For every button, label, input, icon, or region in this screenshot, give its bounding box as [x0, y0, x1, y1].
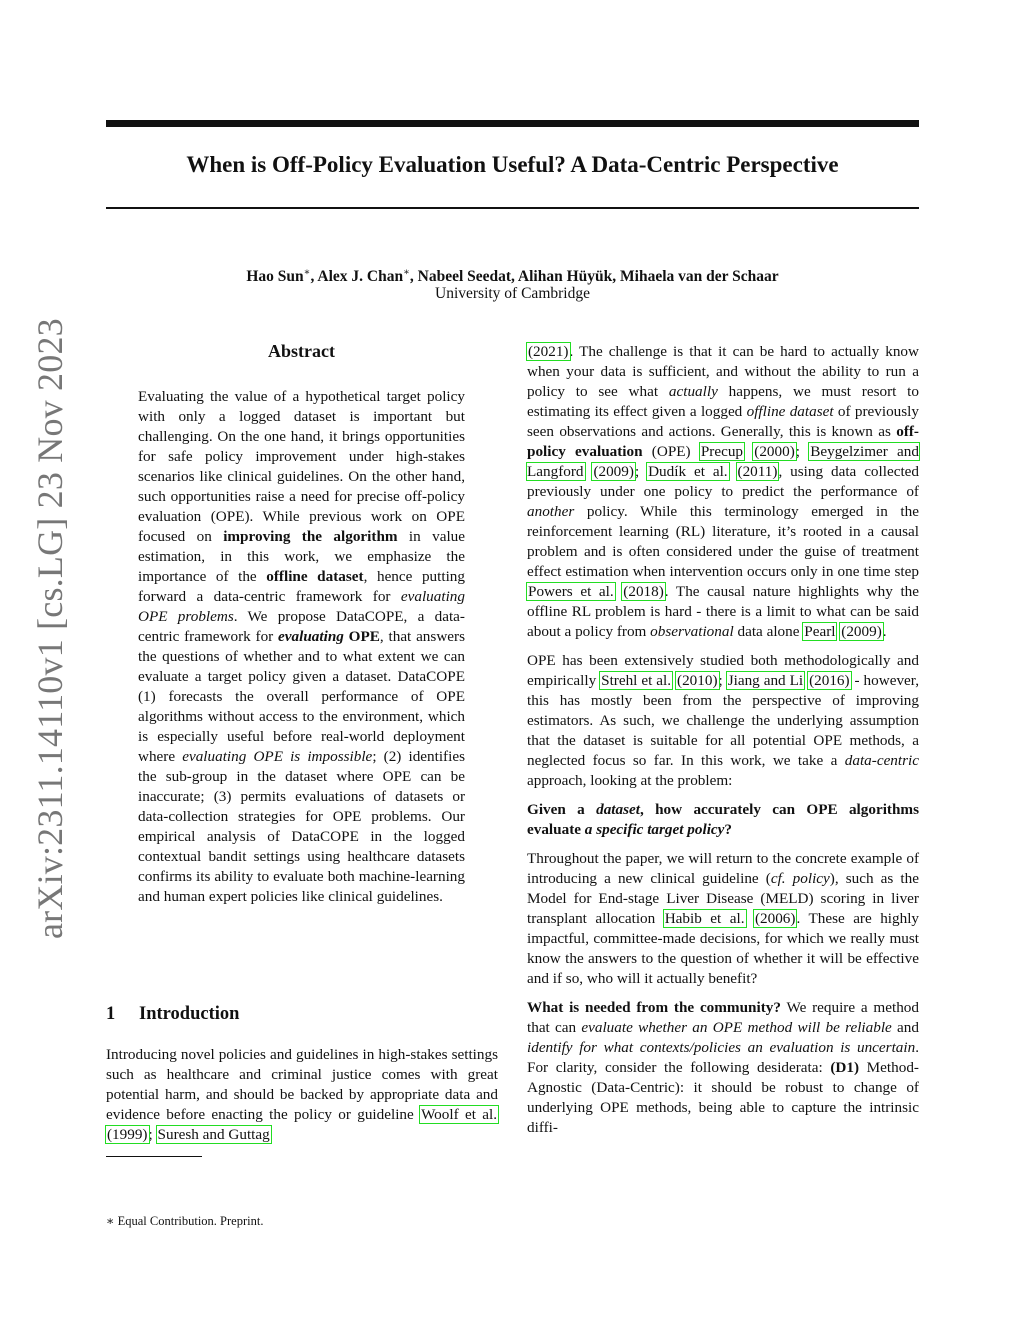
section-heading-introduction: [106, 1002, 498, 1026]
paragraph-ope-context: (2021). The challenge is that it can be hard to actually know when your data is sufficient, and without the ability to run a policy to see what actually happens, we must resort to estimating its effect given a logged offline dataset of previously seen observations and actions. Generally, this is known as off-policy evaluation (OPE) Precup (2000); Beygelzimer and Langford (2009); Dudík et al. (2011), using data collected previously under one policy to predict the performance of another policy. While this terminology emerged in the reinforcement learning (RL) literature, it’s rooted in a causal problem and is often considered under the guise of treatment effect estimation when intervention occurs only in one time step Powers et al. (2018). The causal nature highlights why the offline RL problem is hard - there is a limit to what can be said about a policy from observational data alone Pearl (2009).: [527, 343, 920, 640]
citation-year-link-pearl[interactable]: (2009): [841, 623, 882, 640]
paragraph-clinical-example: Throughout the paper, we will return to the concrete example of introducing a new clinical guideline (cf. policy), such as the Model for End-stage Liver Disease (MELD) scoring in liver transplant allocation Habib et al. (2006). These are highly impactful, committee-made decisions, for which we really must know the answers to the question of whether it will be effective and if so, who will it actually benefit?: [527, 850, 920, 987]
intro-paragraph: Introducing novel policies and guidelines in high-stakes settings such as healthcare and criminal justice comes with great potential harm, and should be backed by appropriate data and evidence before enacting the policy or guideline Woolf et al. (1999); Suresh and Guttag: [106, 1046, 498, 1143]
paragraph-ope-studied: OPE has been extensively studied both methodologically and empirically Strehl et al. (2010); Jiang and Li (2016) - however, this has mostly been from the perspective of improving estimators. As such, we challenge the underlying assumption that the dataset is suitable for all potential OPE methods, a neglected focus so far. In this work, we take a data-centric approach, looking at the problem:: [527, 652, 920, 789]
abstract-heading: Abstract: [268, 341, 335, 361]
citation-link-pearl[interactable]: Pearl: [804, 623, 836, 640]
right-column: [527, 342, 919, 1138]
citation-link-powers[interactable]: Powers et al.: [528, 583, 614, 600]
citation-year-link-suresh[interactable]: (2021): [528, 343, 569, 360]
abstract-text: Evaluating the value of a hypothetical target policy with only a logged dataset is important but challenging. On the one hand, it brings opportunities for safe policy improvement under high-stakes scenarios like clinical guidelines. On the other hand, such opportunities raise a need for precise off-policy evaluation (OPE). While previous work on OPE focused on improving the algorithm in value estimation, in this work, we emphasize the importance of the offline dataset, hence putting forward a data-centric framework for evaluating OPE problems. We propose DataCOPE, a data-centric framework for evaluating OPE, that answers the questions of whether and to what extent we can evaluate a target policy given a dataset. DataCOPE (1) forecasts the overall performance of OPE algorithms without access to the environment, which is especially useful before real-world deployment where evaluating OPE is impossible; (2) identifies the sub-group in the dataset where OPE can be inaccurate; (3) permits evaluations of datasets or data-collection strategies for OPE problems. Our empirical analysis of DataCOPE in the logged contextual bandit settings using healthcare datasets confirms its ability to evaluate both machine-learning and human expert policies like clinical guidelines.: [138, 388, 466, 905]
author-name: Alex J. Chan: [317, 268, 404, 286]
citation-year-link-precup[interactable]: (2000): [754, 443, 795, 460]
title-rule-bottom: [106, 207, 919, 209]
citation-link-strehl[interactable]: Strehl et al.: [601, 672, 672, 689]
footnote: ∗ Equal Contribution. Preprint.: [106, 1214, 264, 1228]
citation-link-dudik[interactable]: Dudík et al.: [648, 463, 728, 480]
citation-link-jiang[interactable]: Jiang and Li: [727, 672, 804, 689]
research-question: Given a dataset, how accurately can OPE algorithms evaluate a specific target policy?: [527, 801, 919, 838]
citation-link-beygelzimer[interactable]: Beygelzimer and Langford: [527, 443, 919, 480]
author-names-rest: Nabeel Seedat, Alihan Hüyük, Mihaela van der Schaar: [417, 268, 779, 286]
citation-link-precup[interactable]: Precup: [700, 443, 744, 460]
paper-title: When is Off-Policy Evaluation Useful? A Data-Centric Perspective: [186, 152, 839, 177]
citation-year-link-powers[interactable]: (2018): [623, 583, 664, 600]
arxiv-stamp: arXiv:2311.14110v1 [cs.LG] 23 Nov 2023: [30, 318, 70, 939]
citation-year-link-beygelzimer[interactable]: (2009): [593, 463, 634, 480]
section-number: 1: [106, 1004, 116, 1024]
paragraph-community-needs: What is needed from the community? We require a method that can evaluate whether an OPE method will be reliable and identify for what contexts/policies an evaluation is uncertain. For clarity, consider the following desiderata: (D1) Method-Agnostic (Data-Centric): it should be robust to change of underlying OPE methods, being able to capture the intrinsic diffi-: [527, 999, 919, 1136]
author-name: Hao Sun: [246, 268, 304, 286]
citation-year-link-strehl[interactable]: (2010): [677, 672, 718, 689]
author-list: Hao Sun∗, Alex J. Chan∗, Nabeel Seedat, Alihan Hüyük, Mihaela van der Schaar: [246, 267, 779, 286]
citation-link-suresh[interactable]: Suresh and Guttag: [157, 1126, 270, 1143]
affiliation: University of Cambridge: [435, 285, 590, 302]
title-rule-top: [106, 120, 919, 127]
footnote-rule: [106, 1156, 202, 1157]
citation-year-link-woolf[interactable]: (1999): [107, 1126, 148, 1143]
citation-link-habib[interactable]: Habib et al.: [664, 910, 745, 927]
citation-link-woolf[interactable]: Woolf et al.: [421, 1106, 497, 1123]
citation-year-link-dudik[interactable]: (2011): [737, 463, 778, 480]
citation-year-link-jiang[interactable]: (2016): [809, 672, 850, 689]
equal-contribution-mark: ∗: [403, 267, 410, 278]
equal-contribution-mark: ∗: [303, 267, 311, 278]
section-title: Introduction: [139, 1004, 240, 1024]
citation-year-link-habib[interactable]: (2006): [754, 910, 796, 927]
